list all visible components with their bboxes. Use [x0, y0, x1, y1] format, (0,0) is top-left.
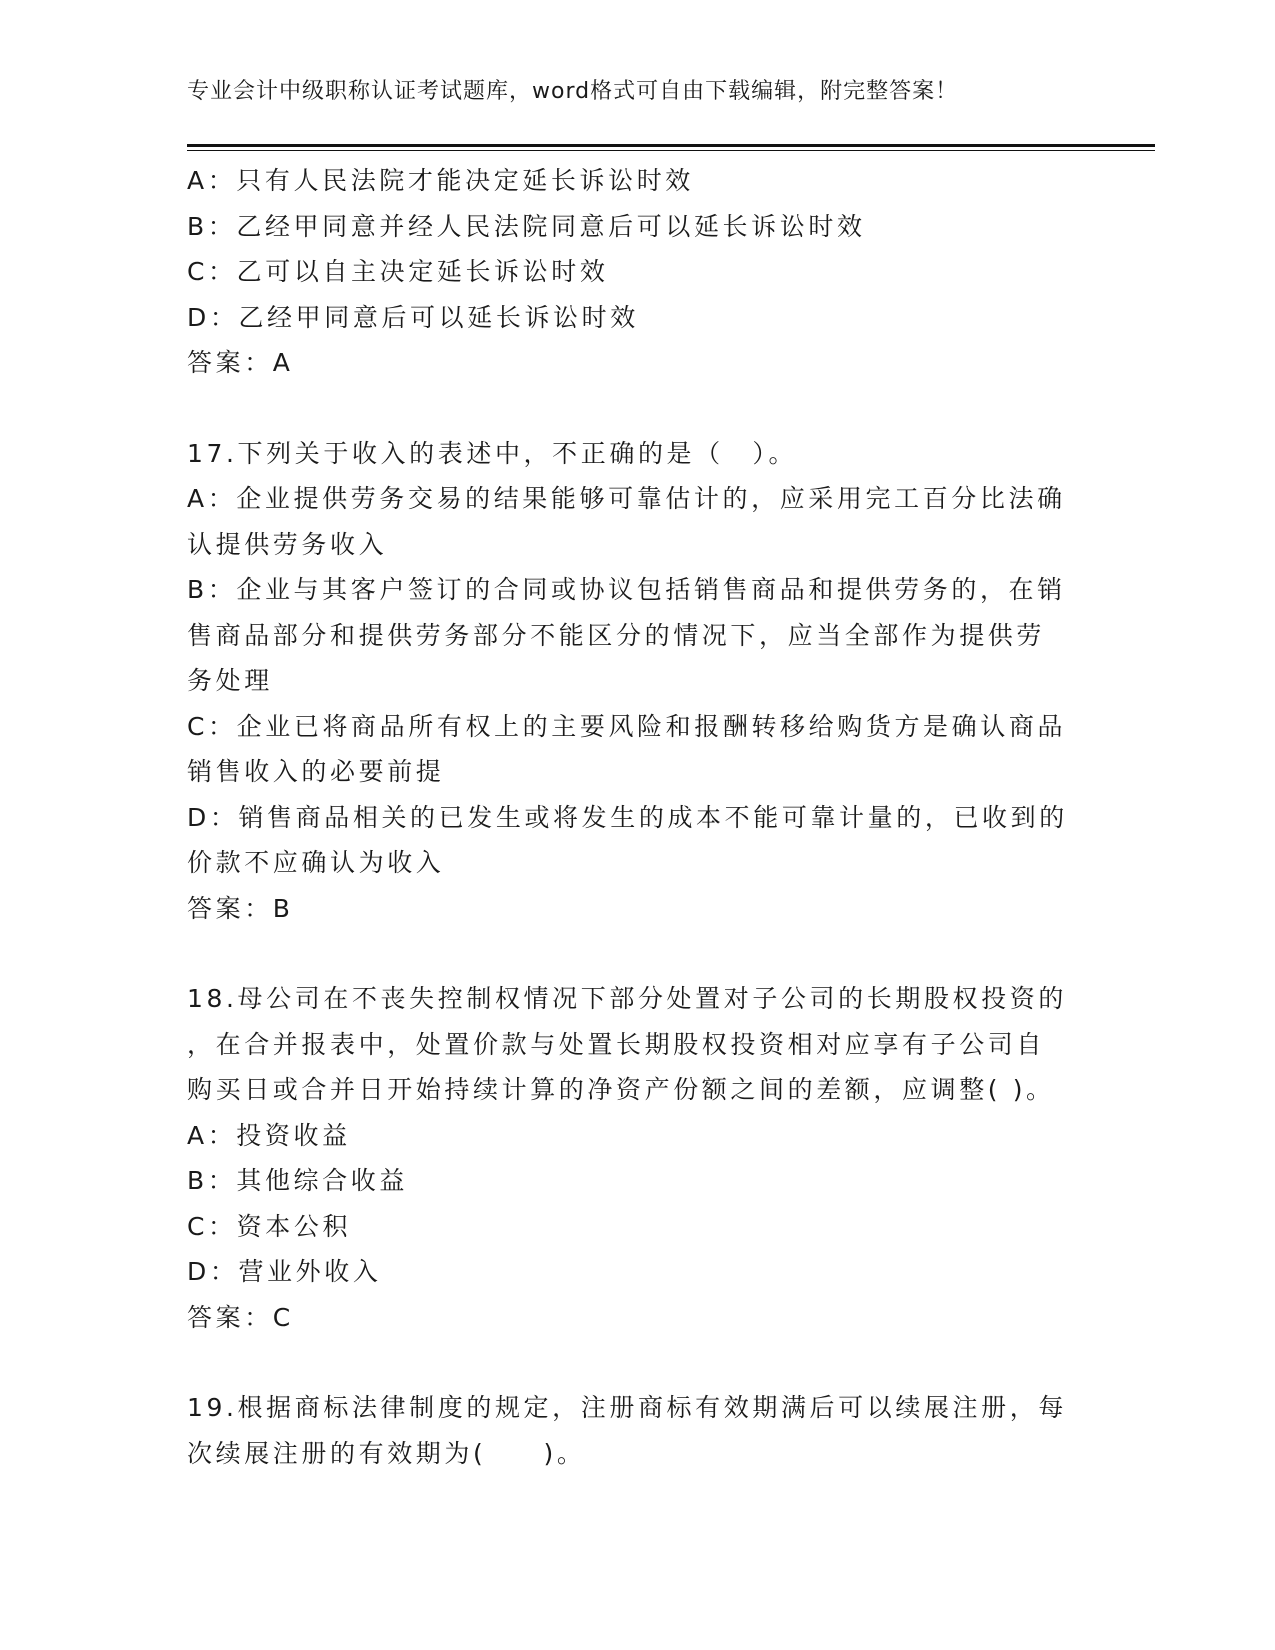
q18-stem-line-2: ，在合并报表中，处置价款与处置长期股权投资相对应享有子公司自 [187, 1029, 1046, 1059]
q17-option-d-line-1: D：销售商品相关的已发生或将发生的成本不能可靠计量的，已收到的 [187, 802, 1068, 832]
q16-option-c: C：乙可以自主决定延长诉讼时效 [187, 257, 609, 286]
question-16-options [187, 158, 1067, 386]
question-content [187, 158, 1067, 1476]
q16-option-a: A：只有人民法院才能决定延长诉讼时效 [187, 166, 694, 195]
q19-stem-line-1: 19.根据商标法律制度的规定，注册商标有效期满后可以续展注册，每 [187, 1393, 1067, 1422]
q17-option-b-line-1: B：企业与其客户签订的合同或协议包括销售商品和提供劳务的，在销 [187, 575, 1066, 604]
q18-option-d: D：营业外收入 [187, 1257, 382, 1286]
q17-answer: 答案：B [187, 893, 294, 923]
q16-option-d: D：乙经甲同意后可以延长诉讼时效 [187, 302, 639, 332]
q18-option-c: C：资本公积 [187, 1211, 352, 1241]
q17-option-c-line-1: C：企业已将商品所有权上的主要风险和报酬转移给购货方是确认商品 [187, 711, 1067, 741]
q18-answer: 答案：C [187, 1302, 294, 1332]
q17-option-b-line-2: 售商品部分和提供劳务部分不能区分的情况下，应当全部作为提供劳 [187, 620, 1046, 650]
q18-option-b: B：其他综合收益 [187, 1166, 408, 1195]
spacer [187, 1340, 1067, 1385]
page-header-title: 专业会计中级职称认证考试题库，word格式可自由下载编辑，附完整答案！ [187, 79, 959, 104]
q18-option-a: A：投资收益 [187, 1120, 351, 1150]
q17-stem: 17.下列关于收入的表述中，不正确的是（ ）。 [187, 438, 798, 468]
q17-option-b-line-3: 务处理 [187, 666, 273, 695]
q18-stem-line-3: 购买日或合并日开始持续计算的净资产份额之间的差额，应调整( )。 [187, 1075, 1055, 1104]
q16-option-b: B：乙经甲同意并经人民法院同意后可以延长诉讼时效 [187, 211, 866, 241]
q17-option-a-line-1: A：企业提供劳务交易的结果能够可靠估计的，应采用完工百分比法确 [187, 484, 1066, 513]
q17-option-a-line-2: 认提供劳务收入 [187, 529, 388, 559]
question-19 [187, 1385, 1067, 1476]
spacer [187, 386, 1067, 431]
spacer [187, 931, 1067, 976]
q16-answer: 答案：A [187, 348, 294, 377]
q17-option-c-line-2: 销售收入的必要前提 [187, 757, 445, 786]
question-18 [187, 976, 1067, 1340]
q18-stem-line-1: 18.母公司在不丧失控制权情况下部分处置对子公司的长期股权投资的 [187, 984, 1067, 1013]
header-divider-thin [187, 150, 1155, 151]
q19-stem-line-2: 次续展注册的有效期为( )。 [187, 1438, 586, 1468]
q17-option-d-line-2: 价款不应确认为收入 [187, 848, 445, 877]
question-17 [187, 431, 1067, 932]
header-divider-thick [187, 144, 1155, 147]
